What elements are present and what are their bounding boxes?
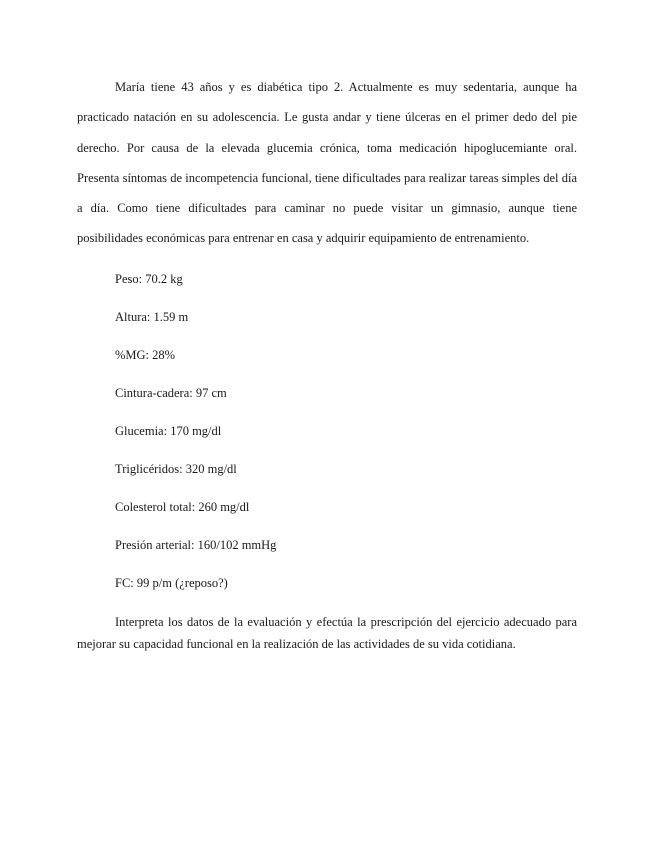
measurement-waist-hip: Cintura-cadera: 97 cm	[115, 385, 227, 400]
document-page	[77, 72, 577, 655]
case-description-paragraph: María tiene 43 años y es diabética tipo 2. Actualmente es muy sedentaria, aunque ha practicado natación en su adolescencia. Le gusta andar y tiene úlceras en el primer dedo del pie derecho. Por causa de la elevada glucemia crónica, toma medicación hipoglucemiante oral. Presenta síntomas de incompetencia funcional, tiene dificultades para realizar tareas simples del día a día. Como tiene dificultades para caminar no puede visitar un gimnasio, aunque tiene posibilidades económicas para entrenar en casa y adquirir equipamiento de entrenamiento.	[77, 80, 577, 246]
measurement-blood-pressure: Presión arterial: 160/102 mmHg	[115, 537, 277, 552]
measurement-height: Altura: 1.59 m	[115, 309, 189, 324]
measurement-triglycerides: Triglicéridos: 320 mg/dl	[115, 461, 237, 476]
measurement-glucose: Glucemia: 170 mg/dl	[115, 423, 222, 438]
measurement-weight: Peso: 70.2 kg	[115, 271, 183, 286]
measurement-cholesterol: Colesterol total: 260 mg/dl	[115, 499, 250, 514]
measurement-heart-rate: FC: 99 p/m (¿reposo?)	[115, 575, 228, 590]
instruction-paragraph: Interpreta los datos de la evaluación y efectúa la prescripción del ejercicio adecuado para mejorar su capacidad funcional en la realización de las actividades de su vida cotidiana.	[77, 614, 577, 651]
measurements-list	[77, 270, 577, 592]
measurement-body-fat: %MG: 28%	[115, 347, 176, 362]
